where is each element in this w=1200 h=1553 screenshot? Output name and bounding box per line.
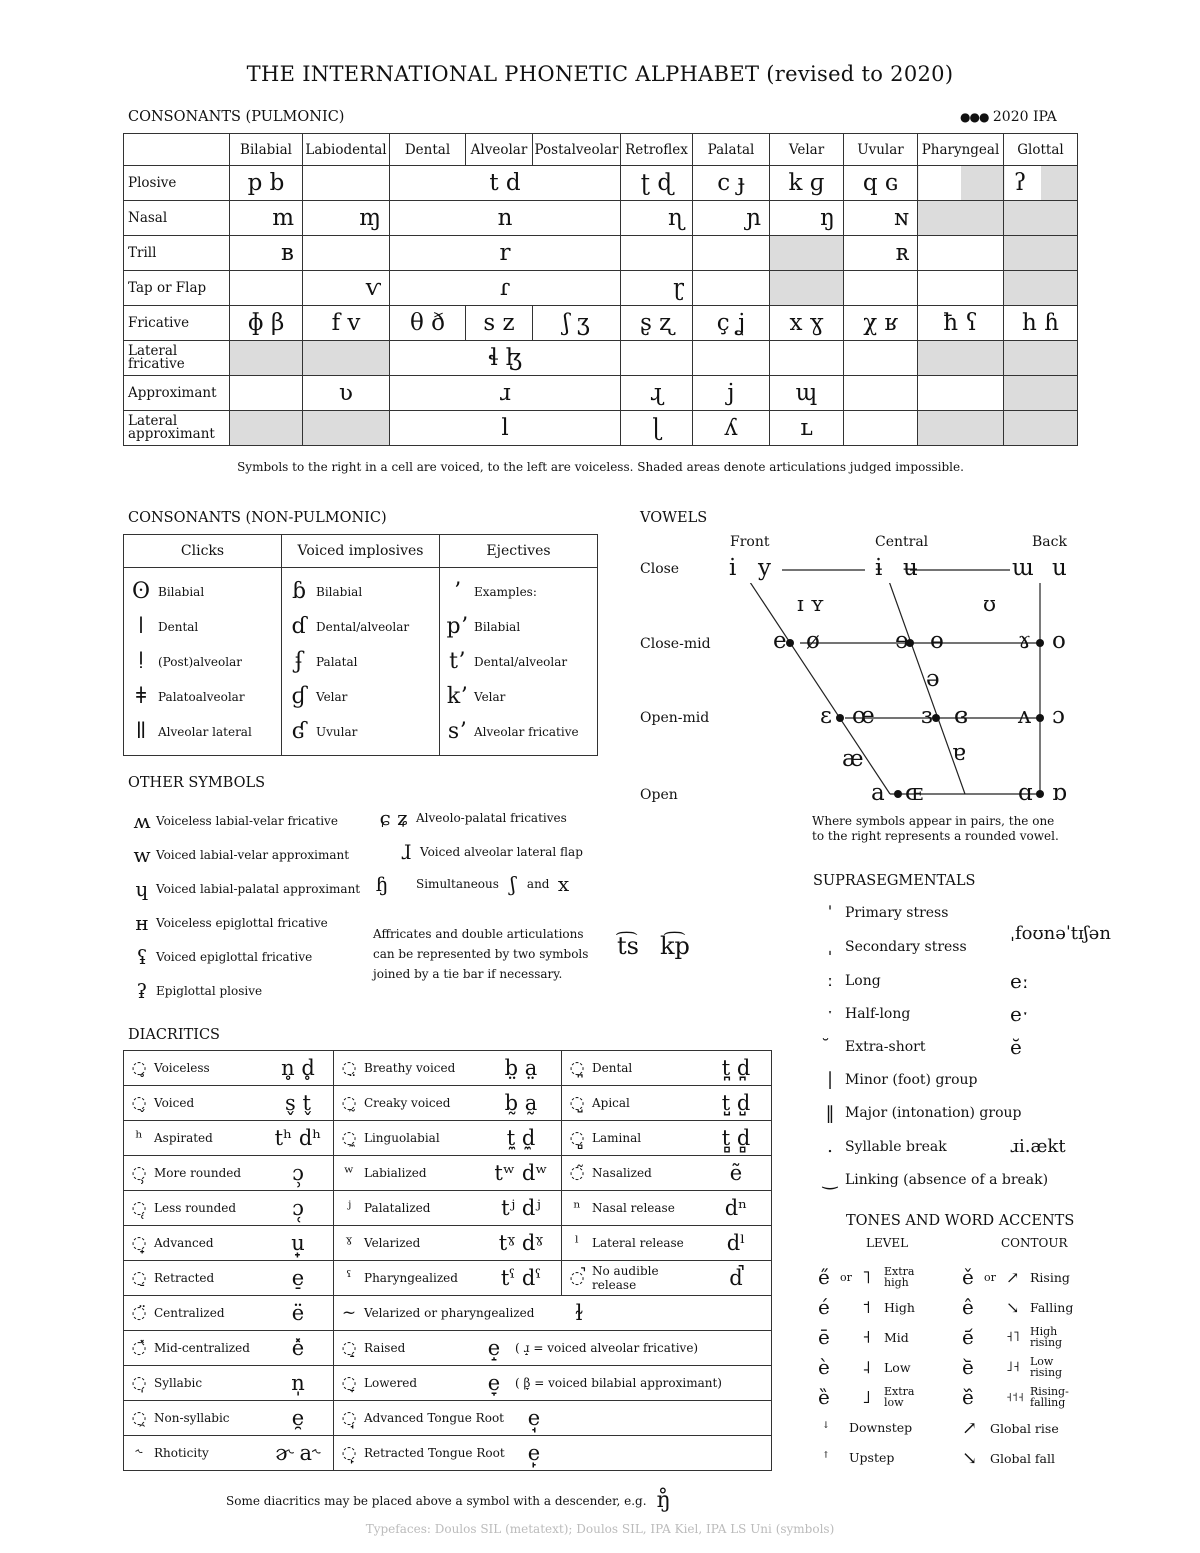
col-head: Palatal — [693, 134, 770, 166]
row-trill: Trill ʙ r ʀ — [124, 236, 1078, 271]
license-badge: ●●● 2020 IPA — [960, 109, 1057, 125]
col-head: Retroflex — [621, 134, 693, 166]
vowel: ɵ — [930, 628, 944, 654]
dot — [894, 790, 902, 798]
central-label: Central — [875, 534, 929, 550]
vowel: ɒ — [1052, 780, 1067, 806]
col-head: Uvular — [844, 134, 918, 166]
close-mid-label: Close-mid — [640, 636, 711, 652]
vowel: ə — [926, 666, 940, 692]
vowel: ɯ — [1012, 555, 1034, 581]
tones-heading: TONES AND WORD ACCENTS — [846, 1213, 1075, 1229]
open-label: Open — [640, 787, 678, 803]
clicks-list: ʘ Bilabial ǀ Dental ǃ (Post)alveolar ǂ Palatoalveolar ǁ Alveolar lateral — [124, 568, 282, 756]
diacritics-heading: DIACRITICS — [128, 1027, 220, 1043]
global-rise: ↗ Global rise — [962, 1418, 1059, 1439]
col-head: Labiodental — [303, 134, 390, 166]
tie-bar-example: k͡p — [660, 932, 690, 960]
global-fall: ↘ Global fall — [962, 1448, 1056, 1469]
cc-icon: ●●● — [960, 110, 989, 124]
vowel: ɪ ʏ — [797, 592, 825, 616]
vowel: ɐ — [952, 740, 966, 766]
contour-head: CONTOUR — [1001, 1236, 1068, 1250]
upstep: ꜛ Upstep — [823, 1448, 895, 1467]
vowel: e — [773, 628, 787, 654]
dot — [932, 714, 940, 722]
tie-bar-example: t͡s — [617, 932, 639, 960]
nonpulmonic-heading: CONSONANTS (NON-PULMONIC) — [128, 510, 387, 526]
implosives-head: Voiced implosives — [282, 535, 440, 568]
back-label: Back — [1032, 534, 1067, 550]
dot — [786, 639, 794, 647]
vowel: ɛ — [820, 703, 832, 729]
clicks-head: Clicks — [124, 535, 282, 568]
vowel: ʌ — [1018, 703, 1031, 729]
col-head: Pharyngeal — [918, 134, 1004, 166]
ejectives-list: ʼ Examples: pʼ Bilabial tʼ Dental/alveolar kʼ Velar sʼ Alveolar fricative — [440, 568, 598, 756]
vowels-heading: VOWELS — [640, 510, 708, 526]
downstep: ꜜ Downstep — [823, 1418, 913, 1437]
vowel: ʊ — [983, 592, 997, 616]
pulmonic-heading: CONSONANTS (PULMONIC) — [128, 109, 345, 125]
vowel: a — [871, 780, 885, 806]
level-tones: e̋ or ˥ Extra high é ˦ High ē ˧ Mid è ˨ Low ȅ ˩ Extra low — [818, 1265, 915, 1409]
implosives-list: ɓ Bilabial ɗ Dental/alveolar ʄ Palatal ɠ Velar ʛ Uvular — [282, 568, 440, 756]
supra-list: ˈ Primary stress ˌ Secondary stress ˌfoʊnəˈtɪʃən ː Long eː ˑ Half-long eˑ Extra-short ĕ | Minor (foot) group ‖ Major (intonation) group . Syllable break ɹi.ækt ‿ Linking (absence of a break) — [822, 902, 1111, 1190]
vowel: o — [1052, 628, 1066, 654]
vowel: ʉ — [903, 555, 918, 581]
other-list: ʍ Voiceless labial-velar fricative w Voiced labial-velar approximant ɥ Voiced labial-palatal approximant ʜ Voiceless epiglottal fricative ʢ Voiced epiglottal fricative ʡ Epiglottal plosive — [133, 809, 361, 1003]
nonpulmonic-table — [123, 534, 598, 756]
vowel-note: Where symbols appear in pairs, the one to the right represents a rounded vowel. — [812, 814, 1059, 843]
front-label: Front — [730, 534, 770, 550]
simultaneous: ɧ Simultaneous ʃ and x — [375, 872, 570, 896]
vowel: æ — [842, 746, 864, 772]
pulmonic-note: Symbols to the right in a cell are voiced, to the left are voiceless. Shaded areas denote articulations judged impossible. — [237, 460, 964, 474]
level-head: LEVEL — [866, 1236, 909, 1250]
vowel: ɶ — [905, 780, 924, 806]
ejectives-head: Ejectives — [440, 535, 598, 568]
row-approximant: Approximant ʋ ɹ ɻ j ɰ — [124, 376, 1078, 411]
page-title: THE INTERNATIONAL PHONETIC ALPHABET (revised to 2020) — [246, 62, 954, 86]
pulmonic-table — [123, 133, 1078, 446]
contour-tones: ě or ↗ Rising ê ↘ Falling e᷄ ˧˥ High rising e᷅ ˩˧ Low rising e᷈ ˧˦˧ Rising-falling — [962, 1265, 1074, 1409]
row-fricative: Fricative ɸ β f v θ ð s z ʃ ʒ ʂ ʐ ç ʝ x ɣ χ ʁ ħ ʕ h ɦ — [124, 306, 1078, 341]
corner-cell — [124, 134, 230, 166]
vowel: ɨ — [875, 555, 883, 581]
open-mid-label: Open-mid — [640, 710, 710, 726]
diacritics-table: ◌ Voiceless n̥ d̥ ◌ Breathy voiced b̤ a̤ ◌ Dental t̪ d̪ ◌ Voiced s̬ t̬ ◌ Creaky voiced b̰ a̰ ◌ Apical t̺ d̺ ʰ Aspirated tʰ dʰ ◌ Linguolabial t̼ d̼ ◌ Laminal t̻ d̻ ◌ More rounded ɔ̹ ʷ Labialized tʷ dʷ ◌ Nasalized ẽ ◌ Less rounded ɔ̜ ʲ Palatalized tʲ dʲ ⁿ Nasal release dⁿ ◌ Advanced u̟ ˠ Velarized tˠ dˠ ˡ Lateral release dˡ ◌ Retracted e̠ ˤ Pharyngealized tˤ dˤ ◌ No audible release d̚ ◌ Centralized ë ~ Velarized or pharyngealized ɫ ◌ Mid-centralized e̽ ◌ Raised e̝ ( ɹ̝ = voiced alveolar fricative) ◌ Syllabic n̩ ◌ Lowered e̞ ( β̞ = voiced bilabial approximant) ◌ Non-syllabic e̯ ◌ Advanced Tongue Root e̘ ˞ Rhoticity ɚ a˞ ◌ Retracted Tongue Root e̙ — [123, 1050, 772, 1471]
affricate-note: Affricates and double articulations can be represented by two symbols joined by a tie bar if necessary. — [373, 927, 589, 981]
vowel: u — [1052, 555, 1067, 581]
close-label: Close — [640, 561, 680, 577]
vowel: ɞ — [954, 703, 969, 729]
descender-note: Some diacritics may be placed above a symbol with a descender, e.g. ŋ̊ — [226, 1488, 671, 1513]
col-head: Dental — [390, 134, 466, 166]
vowel: ɘ — [895, 628, 909, 654]
vowel: ɔ — [1052, 703, 1065, 729]
row-tap: Tap or Flap ⱱ ɾ ɽ — [124, 271, 1078, 306]
vowel: y — [758, 555, 771, 581]
row-nasal: Nasal m ɱ n ɳ ɲ ŋ ɴ — [124, 201, 1078, 236]
alveolo-palatal: ɕ ʑ Alveolo-palatal fricatives — [379, 806, 567, 830]
vowel: ø — [806, 628, 820, 654]
typeface-credit: Typefaces: Doulos SIL (metatext); Doulos SIL, IPA Kiel, IPA LS Uni (symbols) — [365, 1522, 835, 1536]
dot — [1036, 790, 1044, 798]
col-head: Velar — [770, 134, 844, 166]
vowel: ɤ — [1018, 628, 1031, 654]
vowel: ɜ — [921, 703, 933, 729]
col-head: Postalveolar — [533, 134, 621, 166]
dot — [1036, 639, 1044, 647]
col-head: Glottal — [1004, 134, 1078, 166]
supra-heading: SUPRASEGMENTALS — [813, 873, 976, 889]
row-plosive: Plosive p b t d ʈ ɖ c ɟ k ɡ q ɢ ʔ — [124, 166, 1078, 201]
other-heading: OTHER SYMBOLS — [128, 775, 266, 791]
row-lateral-approximant: Lateral approximant l ɭ ʎ ʟ — [124, 411, 1078, 446]
row-lateral-fricative: Lateral fricative ɬ ɮ — [124, 341, 1078, 376]
col-head: Bilabial — [230, 134, 303, 166]
col-head: Alveolar — [466, 134, 533, 166]
dot — [1036, 714, 1044, 722]
vowel: œ — [852, 703, 875, 729]
lateral-flap: ɺ Voiced alveolar lateral flap — [400, 840, 583, 864]
vowel: ɑ — [1018, 780, 1033, 806]
dot — [836, 714, 844, 722]
vowel: i — [729, 555, 737, 581]
